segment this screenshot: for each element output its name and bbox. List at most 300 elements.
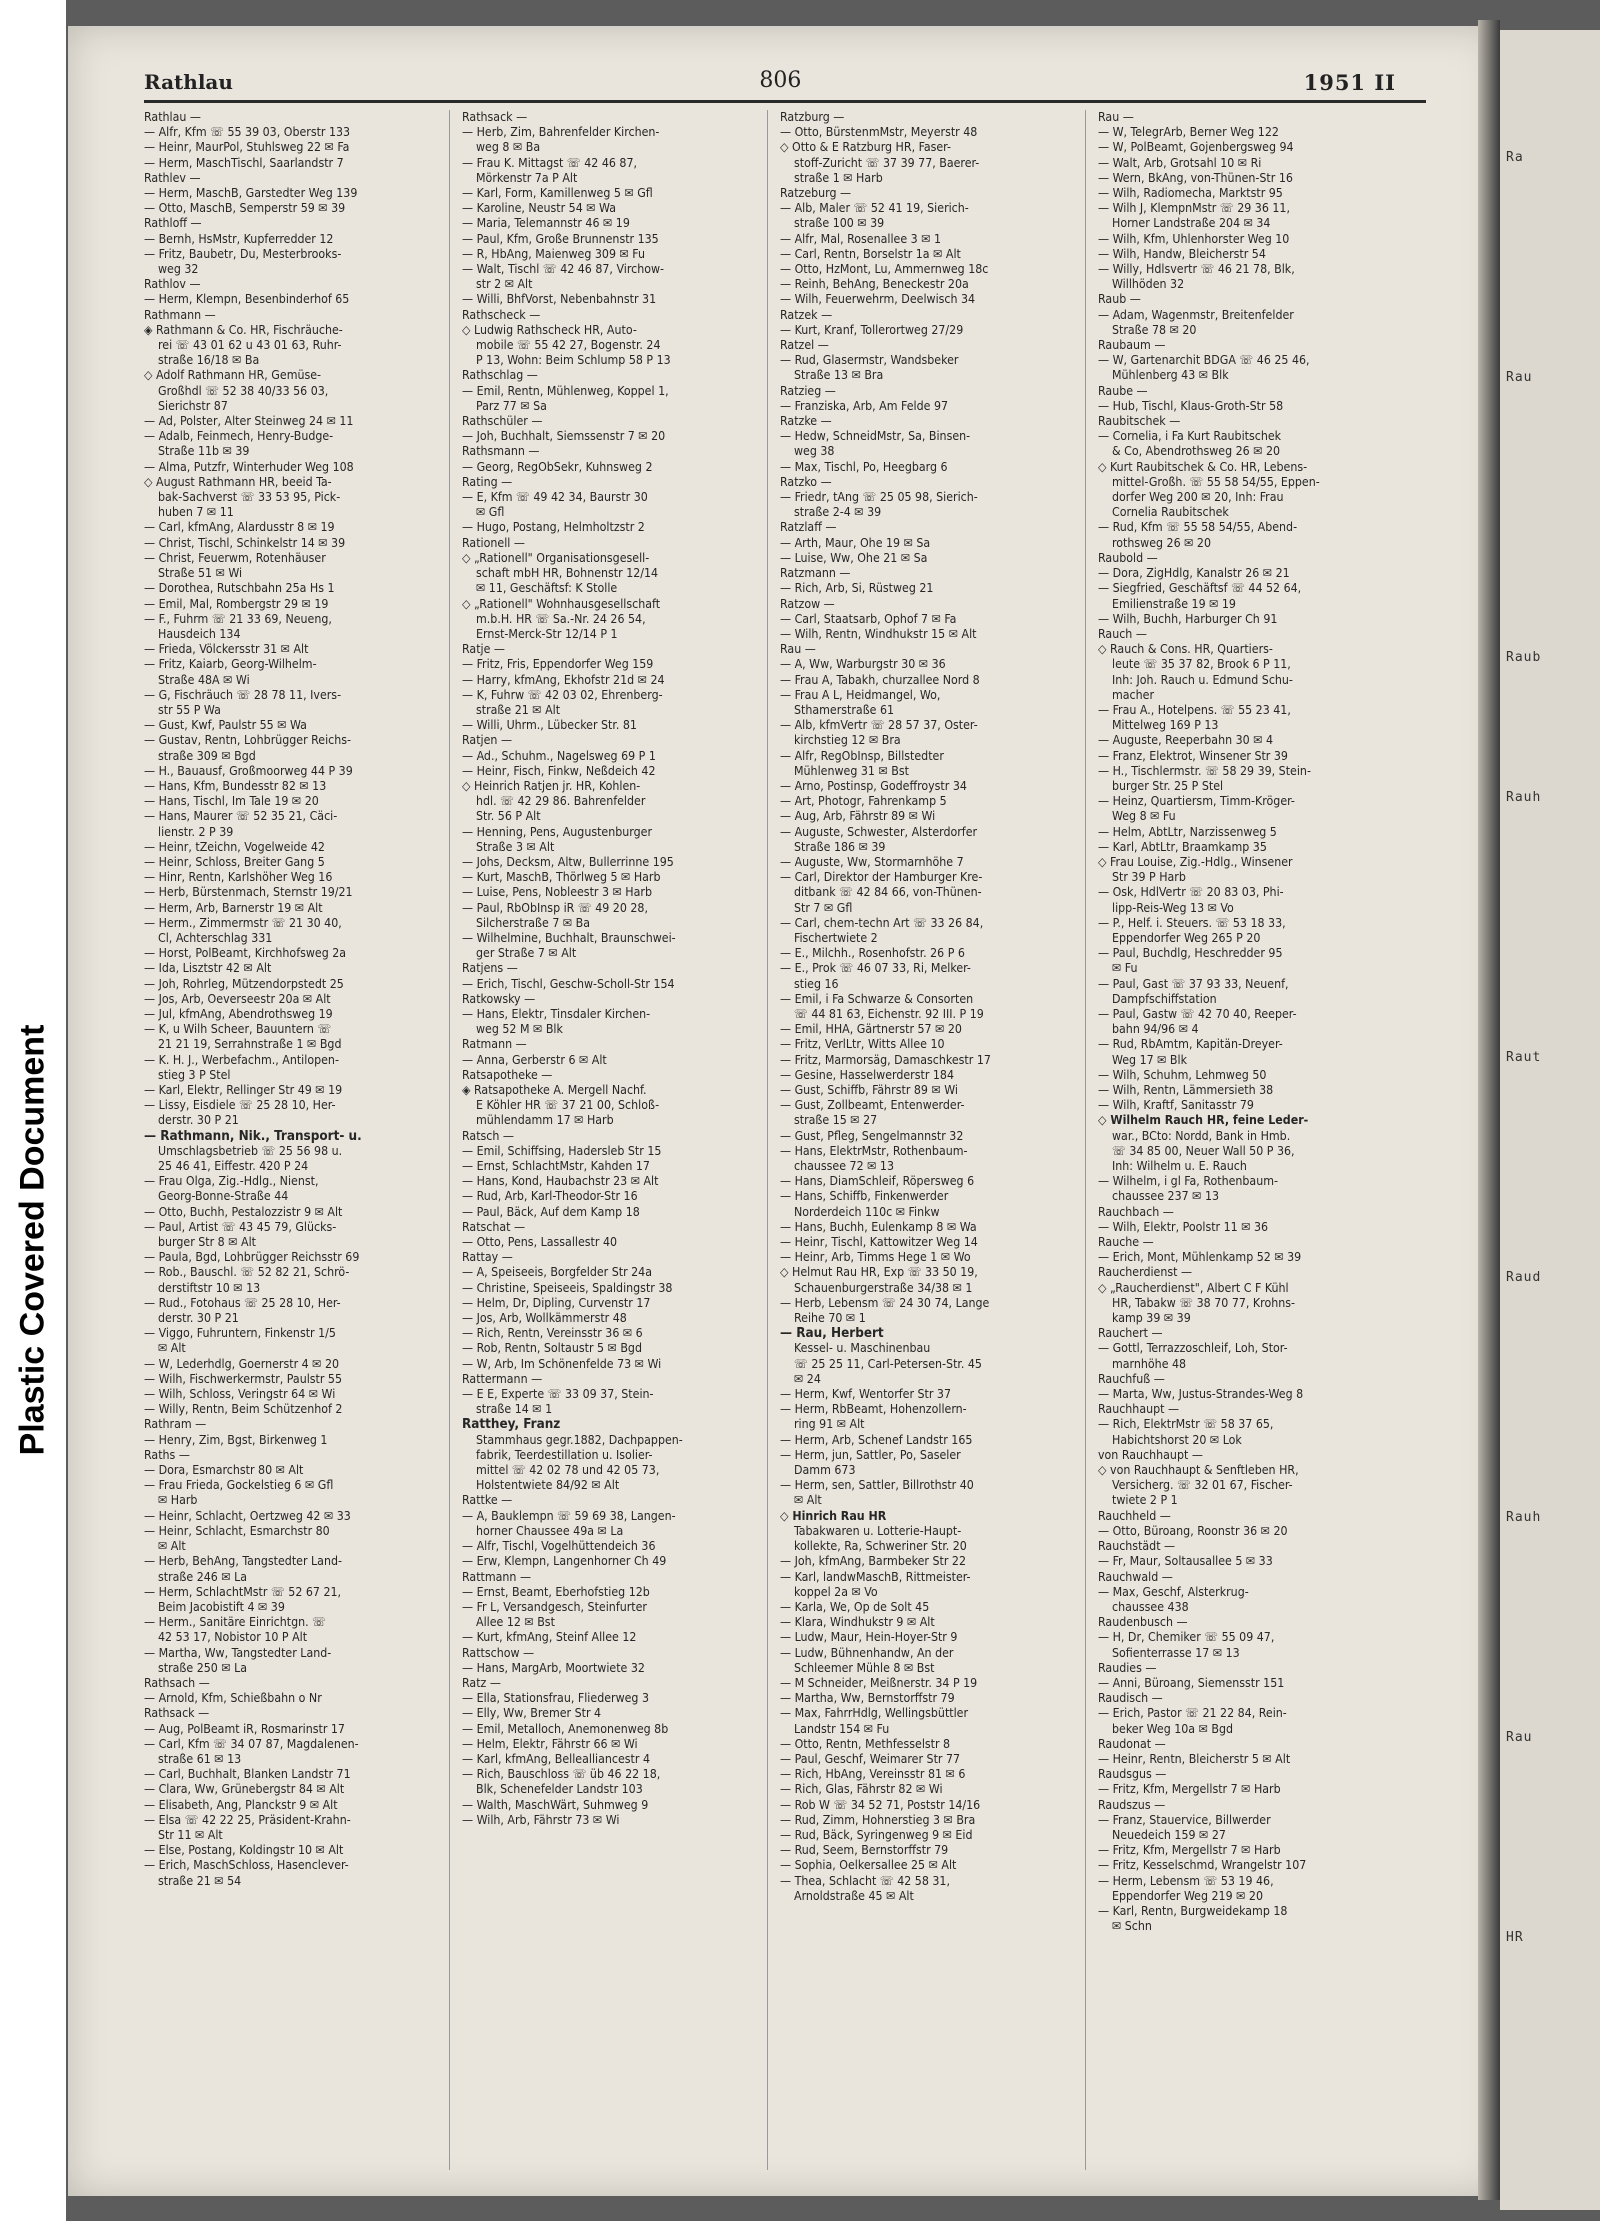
- directory-entry-line: — Gottl, Terrazzoschleif, Loh, Stor-: [1098, 1341, 1288, 1356]
- directory-entry-line: Mühlenweg 31 ✉ Bst: [794, 763, 909, 778]
- directory-entry-line: — Rud, Zimm, Hohnerstieg 3 ✉ Bra: [780, 1812, 976, 1827]
- directory-entry-line: ◇ Heinrich Ratjen jr. HR, Kohlen-: [462, 778, 641, 793]
- directory-column-1: [144, 110, 450, 2170]
- directory-entry-line: Rathloff —: [144, 216, 202, 231]
- directory-entry-line: — Paul, Gast ☏ 37 93 33, Neuenf,: [1098, 976, 1289, 991]
- directory-entry-line: — Ludw, Maur, Hein-Hoyer-Str 9: [780, 1630, 958, 1645]
- directory-entry-line: — Helm, AbtLtr, Narzissenweg 5: [1098, 824, 1277, 839]
- directory-entry-line: — Karl, Rentn, Burgweidekamp 18: [1098, 1903, 1288, 1918]
- directory-entry-line: Norderdeich 110c ✉ Finkw: [794, 1204, 940, 1219]
- directory-entry-line: — Wilh, Fischwerkermstr, Paulstr 55: [144, 1371, 343, 1386]
- directory-entry-line: ✉ Alt: [794, 1493, 822, 1508]
- directory-entry-line: Umschlagsbetrieb ☏ 25 56 98 u.: [158, 1143, 343, 1158]
- directory-entry-line: — Georg, RegObSekr, Kuhnsweg 2: [462, 459, 653, 474]
- directory-entry-line: rothsweg 26 ✉ 20: [1112, 535, 1211, 550]
- directory-entry-line: — Wilh, Buchh, Harburger Ch 91: [1098, 611, 1278, 626]
- directory-entry-line: Neuedeich 159 ✉ 27: [1112, 1827, 1226, 1842]
- directory-entry-line: Ratzeburg —: [780, 186, 852, 201]
- directory-entry-line: — Otto, Buchh, Pestalozzistr 9 ✉ Alt: [144, 1204, 343, 1219]
- directory-entry-line: — Fr L, Versandgesch, Steinfurter: [462, 1599, 647, 1614]
- directory-entry-line: Ratzel —: [780, 338, 829, 353]
- directory-entry-line: — Rob., Bauschl. ☏ 52 82 21, Schrö-: [144, 1265, 350, 1280]
- directory-entry-line: — Karla, We, Op de Solt 45: [780, 1599, 930, 1614]
- directory-column-4: [1098, 110, 1403, 2170]
- directory-entry-line: Arnoldstraße 45 ✉ Alt: [794, 1888, 914, 1903]
- directory-entry-line: Straße 13 ✉ Bra: [794, 368, 884, 383]
- directory-entry-line: Raubold —: [1098, 550, 1158, 565]
- directory-entry-line: Ratmann —: [462, 1037, 527, 1052]
- directory-entry-line: — Gust, Pfleg, Sengelmannstr 32: [780, 1128, 964, 1143]
- directory-entry-line: — W, Lederhdlg, Goernerstr 4 ✉ 20: [144, 1356, 340, 1371]
- directory-entry-line: — Frau K. Mittagst ☏ 42 46 87,: [462, 155, 637, 170]
- directory-entry-line: — A, Speiseeis, Borgfelder Str 24a: [462, 1265, 652, 1280]
- directory-entry-line: P 13, Wohn: Beim Schlump 58 P 13: [476, 353, 671, 368]
- directory-entry-line: — Rau, Herbert: [780, 1326, 884, 1342]
- directory-entry-line: Straße 51 ✉ Wi: [158, 566, 243, 581]
- directory-entry-line: — Heinr, Schloss, Breiter Gang 5: [144, 854, 325, 869]
- directory-entry-line: — Marta, Ww, Justus-Strandes-Weg 8: [1098, 1387, 1304, 1402]
- directory-entry-line: — Max, Geschf, Alsterkrug-: [1098, 1584, 1249, 1599]
- directory-entry-line: straße 61 ✉ 13: [158, 1751, 242, 1766]
- directory-entry-line: Ratzko —: [780, 474, 832, 489]
- directory-entry-line: — Osk, HdlVertr ☏ 20 83 03, Phi-: [1098, 885, 1284, 900]
- directory-entry-line: — Dora, ZigHdlg, Kanalstr 26 ✉ 21: [1098, 566, 1290, 581]
- header-catchword: Rathlau: [144, 70, 233, 94]
- directory-entry-line: Parz 77 ✉ Sa: [476, 398, 547, 413]
- directory-entry-line: Rathsack —: [462, 110, 528, 124]
- directory-entry-line: — Rud., Fotohaus ☏ 25 28 10, Her-: [144, 1295, 341, 1310]
- directory-entry-line: — Wilh, Elektr, Poolstr 11 ✉ 36: [1098, 1219, 1269, 1234]
- adjacent-page-text: Ra: [1506, 150, 1524, 165]
- directory-entry-line: str 2 ✉ Alt: [476, 277, 533, 292]
- directory-entry-line: — Wilh, Feuerwehrm, Deelwisch 34: [780, 292, 976, 307]
- directory-entry-line: — Clara, Ww, Grünebergstr 84 ✉ Alt: [144, 1782, 345, 1797]
- directory-entry-line: Rauchert —: [1098, 1326, 1163, 1341]
- directory-entry-line: Rattermann —: [462, 1371, 543, 1386]
- directory-entry-line: ✉ Schn: [1112, 1919, 1152, 1934]
- directory-entry-line: — Heinr, Fisch, Finkw, Neßdeich 42: [462, 763, 656, 778]
- directory-entry-line: — Henry, Zim, Bgst, Birkenweg 1: [144, 1432, 328, 1447]
- directory-entry-line: Holstentwiete 84/92 ✉ Alt: [476, 1478, 620, 1493]
- directory-entry-line: Rationell —: [462, 535, 525, 550]
- directory-entry-line: — A, Bauklempn ☏ 59 69 38, Langen-: [462, 1508, 676, 1523]
- directory-entry-line: Silcherstraße 7 ✉ Ba: [476, 915, 591, 930]
- directory-entry-line: — Heinr, Tischl, Kattowitzer Weg 14: [780, 1235, 978, 1250]
- directory-entry-line: — Jos, Arb, Wollkämmerstr 48: [462, 1311, 627, 1326]
- directory-entry-line: Sthamerstraße 61: [794, 702, 895, 717]
- directory-entry-line: — Wilh, Schloss, Veringstr 64 ✉ Wi: [144, 1387, 336, 1402]
- directory-entry-line: kollekte, Ra, Schweriner Str. 20: [794, 1539, 967, 1554]
- directory-entry-line: Raube —: [1098, 383, 1148, 398]
- directory-entry-line: Mühlenberg 43 ✉ Blk: [1112, 368, 1229, 383]
- directory-entry-line: — Luise, Ww, Ohe 21 ✉ Sa: [780, 550, 928, 565]
- directory-entry-line: ◇ Rauch & Cons. HR, Quartiers-: [1098, 642, 1273, 657]
- directory-entry-line: — Rich, Arb, Si, Rüstweg 21: [780, 581, 934, 596]
- directory-entry-line: — Alb, Maler ☏ 52 41 19, Sierich-: [780, 201, 969, 216]
- directory-entry-line: — Hans, Kfm, Bundesstr 82 ✉ 13: [144, 778, 327, 793]
- directory-entry-line: — Walth, MaschWärt, Suhmweg 9: [462, 1797, 649, 1812]
- directory-entry-line: — Carl, Kfm ☏ 34 07 87, Magdalenen-: [144, 1736, 359, 1751]
- directory-entry-line: — Rich, Rentn, Vereinsstr 36 ✉ 6: [462, 1326, 643, 1341]
- directory-entry-line: derstiftstr 10 ✉ 13: [158, 1280, 261, 1295]
- directory-entry-line: — Franz, Elektrot, Winsener Str 39: [1098, 748, 1288, 763]
- directory-entry-line: Raucherdienst —: [1098, 1265, 1193, 1280]
- directory-entry-line: — H., Tischlermstr. ☏ 58 29 39, Stein-: [1098, 763, 1311, 778]
- directory-entry-line: Rathlev —: [144, 170, 201, 185]
- directory-entry-line: lipp-Reis-Weg 13 ✉ Vo: [1112, 900, 1234, 915]
- adjacent-page-text: Raut: [1506, 1050, 1542, 1065]
- directory-entry-line: Str 39 P Harb: [1112, 870, 1186, 885]
- directory-entry-line: — Otto, BürstenmMstr, Meyerstr 48: [780, 125, 978, 140]
- directory-entry-line: — Carl, Staatsarb, Ophof 7 ✉ Fa: [780, 611, 957, 626]
- directory-column-2: [462, 110, 768, 2170]
- directory-entry-line: — Hans, Elektr, Tinsdaler Kirchen-: [462, 1006, 651, 1021]
- directory-entry-line: — Wilh, Rentn, Windhukstr 15 ✉ Alt: [780, 626, 977, 641]
- directory-entry-line: — Arth, Maur, Ohe 19 ✉ Sa: [780, 535, 931, 550]
- directory-entry-line: — Otto, Büroang, Roonstr 36 ✉ 20: [1098, 1523, 1288, 1538]
- side-label-text: Plastic Covered Document: [13, 1024, 52, 1456]
- directory-entry-line: hdl. ☏ 42 29 86. Bahrenfelder: [476, 794, 646, 809]
- directory-entry-line: — Frieda, Völckersstr 31 ✉ Alt: [144, 642, 309, 657]
- directory-entry-line: — Anna, Gerberstr 6 ✉ Alt: [462, 1052, 607, 1067]
- directory-entry-line: Kessel- u. Maschinenbau: [794, 1341, 931, 1356]
- directory-entry-line: Ratjens —: [462, 961, 518, 976]
- directory-entry-line: straße 21 ✉ 54: [158, 1873, 242, 1888]
- directory-entry-line: — Franz, Stauervice, Billwerder: [1098, 1812, 1271, 1827]
- directory-entry-line: — W, PolBeamt, Gojenbergsweg 94: [1098, 140, 1294, 155]
- directory-entry-line: — Carl, Direktor der Hamburger Kre-: [780, 870, 983, 885]
- directory-entry-line: Raudszus —: [1098, 1797, 1166, 1812]
- directory-entry-line: von Rauchhaupt —: [1098, 1447, 1203, 1462]
- directory-entry-line: — K, u Wilh Scheer, Bauuntern ☏: [144, 1022, 332, 1037]
- directory-entry-line: twiete 2 P 1: [1112, 1493, 1178, 1508]
- directory-entry-line: — Elsa ☏ 42 22 25, Präsident-Krahn-: [144, 1812, 351, 1827]
- directory-entry-line: straße 246 ✉ La: [158, 1569, 248, 1584]
- directory-entry-line: — Gustav, Rentn, Lohbrügger Reichs-: [144, 733, 352, 748]
- directory-entry-line: — Gesine, Hasselwerderstr 184: [780, 1067, 954, 1082]
- directory-entry-line: — Otto, Rentn, Methfesselstr 8: [780, 1736, 951, 1751]
- directory-entry-line: Raudenbusch —: [1098, 1615, 1188, 1630]
- directory-entry-line: Schauenburgerstraße 34/38 ✉ 1: [794, 1280, 973, 1295]
- directory-entry-line: — Herb, Zim, Bahrenfelder Kirchen-: [462, 125, 660, 140]
- directory-entry-line: — Herm, Kwf, Wentorfer Str 37: [780, 1387, 951, 1402]
- directory-entry-line: Rau —: [780, 642, 816, 657]
- directory-entry-line: — Thea, Schlacht ☏ 42 58 31,: [780, 1873, 950, 1888]
- directory-entry-line: Rauchwald —: [1098, 1569, 1173, 1584]
- directory-entry-line: — Rud, Glasermstr, Wandsbeker: [780, 353, 959, 368]
- directory-entry-line: — Alfr, RegObInsp, Billstedter: [780, 748, 944, 763]
- directory-entry-line: — Emil, i Fa Schwarze & Consorten: [780, 991, 974, 1006]
- directory-entry-line: — Willy, Hdlsvertr ☏ 46 21 78, Blk,: [1098, 262, 1295, 277]
- directory-entry-line: — Hugo, Postang, Helmholtzstr 2: [462, 520, 645, 535]
- directory-entry-line: — Martha, Ww, Bernstorffstr 79: [780, 1691, 955, 1706]
- directory-entry-line: derstr. 30 P 21: [158, 1113, 239, 1128]
- directory-entry-line: — Heinz, Quartiersm, Timm-Kröger-: [1098, 794, 1295, 809]
- directory-entry-line: Cl, Achterschlag 331: [158, 930, 273, 945]
- directory-entry-line: 42 53 17, Nobistor 10 P Alt: [158, 1630, 308, 1645]
- directory-entry-line: — Elly, Ww, Bremer Str 4: [462, 1706, 602, 1721]
- directory-entry-line: — K. H. J., Werbefachm., Antilopen-: [144, 1052, 339, 1067]
- directory-entry-line: ◇ Ludwig Rathscheck HR, Auto-: [462, 322, 637, 337]
- directory-entry-line: Rathlau —: [144, 110, 201, 124]
- directory-entry-line: — Rud, Bäck, Syringenweg 9 ✉ Eid: [780, 1827, 973, 1842]
- directory-entry-line: — F., Fuhrm ☏ 21 33 69, Neueng,: [144, 611, 332, 626]
- directory-entry-line: burger Str 8 ✉ Alt: [158, 1235, 256, 1250]
- directory-entry-line: — Paula, Bgd, Lohbrügger Reichsstr 69: [144, 1250, 360, 1265]
- directory-entry-line: Straße 78 ✉ 20: [1112, 322, 1197, 337]
- directory-entry-line: — Herm, SchlachtMstr ☏ 52 67 21,: [144, 1584, 342, 1599]
- directory-entry-line: Rauchfuß —: [1098, 1371, 1165, 1386]
- directory-entry-line: Landstr 154 ✉ Fu: [794, 1721, 890, 1736]
- directory-entry-line: — Ernst, Beamt, Eberhofstieg 12b: [462, 1584, 650, 1599]
- directory-entry-line: Rathsack —: [144, 1706, 210, 1721]
- directory-entry-line: — Hans, Buchh, Eulenkamp 8 ✉ Wa: [780, 1219, 977, 1234]
- directory-entry-line: Cornelia Raubitschek: [1112, 505, 1229, 520]
- directory-entry-line: — Ida, Lisztstr 42 ✉ Alt: [144, 961, 272, 976]
- directory-entry-line: — Hans, DiamSchleif, Röpersweg 6: [780, 1174, 975, 1189]
- directory-entry-line: Georg-Bonne-Straße 44: [158, 1189, 289, 1204]
- directory-entry-line: — Rich, Glas, Fährstr 82 ✉ Wi: [780, 1782, 943, 1797]
- directory-entry-line: Sofienterrasse 17 ✉ 13: [1112, 1645, 1240, 1660]
- directory-entry-line: straße 14 ✉ 1: [476, 1402, 553, 1417]
- directory-entry-line: mühlendamm 17 ✉ Harb: [476, 1113, 614, 1128]
- directory-entry-line: — Paul, Artist ☏ 43 45 79, Glücks-: [144, 1219, 337, 1234]
- directory-entry-line: — E., Prok ☏ 46 07 33, Ri, Melker-: [780, 961, 971, 976]
- directory-entry-line: — Auguste, Schwester, Alsterdorfer: [780, 824, 978, 839]
- directory-entry-line: Weg 8 ✉ Fu: [1112, 809, 1176, 824]
- side-label-strip: [0, 0, 66, 2221]
- directory-entry-line: — Erich, MaschSchloss, Hasenclever-: [144, 1858, 349, 1873]
- directory-entry-line: war., BCto: Nordd, Bank in Hmb.: [1112, 1128, 1291, 1143]
- directory-entry-line: — Paul, Buchdlg, Heschredder 95: [1098, 946, 1283, 961]
- directory-entry-line: ◇ „Rationell" Wohnhausgesellschaft: [462, 596, 661, 611]
- directory-entry-line: — E E, Experte ☏ 33 09 37, Stein-: [462, 1387, 654, 1402]
- directory-entry-line: chaussee 438: [1112, 1599, 1189, 1614]
- directory-entry-line: — Karl, Form, Kamillenweg 5 ✉ Gfl: [462, 186, 653, 201]
- directory-entry-line: Sierichstr 87: [158, 398, 228, 413]
- directory-entry-line: Ernst-Merck-Str 12/14 P 1: [476, 626, 618, 641]
- directory-entry-line: — Emil, HHA, Gärtnerstr 57 ✉ 20: [780, 1022, 962, 1037]
- directory-entry-line: — Adam, Wagenmstr, Breitenfelder: [1098, 307, 1294, 322]
- directory-entry-line: — Luise, Pens, Nobleestr 3 ✉ Harb: [462, 885, 652, 900]
- directory-entry-line: straße 309 ✉ Bgd: [158, 748, 256, 763]
- directory-entry-line: — Joh, kfmAng, Barmbeker Str 22: [780, 1554, 966, 1569]
- directory-entry-line: — P., Helf. i. Steuers. ☏ 53 18 33,: [1098, 915, 1286, 930]
- directory-entry-line: Versicherg. ☏ 32 01 67, Fischer-: [1112, 1478, 1293, 1493]
- directory-entry-line: Raudies —: [1098, 1660, 1157, 1675]
- directory-entry-line: — Erich, Pastor ☏ 21 22 84, Rein-: [1098, 1706, 1287, 1721]
- directory-entry-line: — Paul, Gastw ☏ 42 70 40, Reeper-: [1098, 1006, 1297, 1021]
- directory-entry-line: Weg 17 ✉ Blk: [1112, 1052, 1188, 1067]
- directory-entry-line: — Rathmann, Nik., Transport- u.: [144, 1128, 362, 1144]
- directory-entry-line: chaussee 237 ✉ 13: [1112, 1189, 1220, 1204]
- directory-entry-line: — Hedw, SchneidMstr, Sa, Binsen-: [780, 429, 971, 444]
- directory-entry-line: straße 15 ✉ 27: [794, 1113, 878, 1128]
- directory-entry-line: ✉ Fu: [1112, 961, 1138, 976]
- directory-entry-line: Damm 673: [794, 1463, 856, 1478]
- directory-entry-line: Str 7 ✉ Gfl: [794, 900, 853, 915]
- directory-entry-line: — Heinr, Arb, Timms Hege 1 ✉ Wo: [780, 1250, 971, 1265]
- directory-entry-line: beker Weg 10a ✉ Bgd: [1112, 1721, 1234, 1736]
- directory-entry-line: — Fritz, Kesselschmd, Wrangelstr 107: [1098, 1858, 1307, 1873]
- directory-entry-line: Ratzek —: [780, 307, 833, 322]
- directory-entry-line: ◇ Helmut Rau HR, Exp ☏ 33 50 19,: [780, 1265, 978, 1280]
- directory-entry-line: ◇ Hinrich Rau HR: [780, 1508, 887, 1523]
- directory-entry-line: Rauch —: [1098, 626, 1147, 641]
- directory-entry-line: — Fritz, Fris, Eppendorfer Weg 159: [462, 657, 654, 672]
- directory-entry-line: — Frau A., Hotelpens. ☏ 55 23 41,: [1098, 702, 1291, 717]
- directory-entry-line: — W, Gartenarchit BDGA ☏ 46 25 46,: [1098, 353, 1310, 368]
- directory-entry-line: kamp 39 ✉ 39: [1112, 1311, 1191, 1326]
- directory-entry-line: — Paul, Bäck, Auf dem Kamp 18: [462, 1204, 640, 1219]
- directory-entry-line: Rauchstädt —: [1098, 1539, 1176, 1554]
- directory-entry-line: — Auguste, Reeperbahn 30 ✉ 4: [1098, 733, 1274, 748]
- directory-entry-line: Ratzieg —: [780, 383, 836, 398]
- directory-entry-line: — Christ, Tischl, Schinkelstr 14 ✉ 39: [144, 535, 346, 550]
- directory-entry-line: Rathscheck —: [462, 307, 541, 322]
- directory-entry-line: — Wilh, Handw, Bleicherstr 54: [1098, 246, 1266, 261]
- adjacent-page-fragment: [1500, 30, 1600, 2210]
- directory-entry-line: straße 100 ✉ 39: [794, 216, 885, 231]
- directory-entry-line: — Hans, Maurer ☏ 52 35 21, Cäci-: [144, 809, 338, 824]
- directory-entry-line: Raudonat —: [1098, 1736, 1166, 1751]
- directory-entry-line: — Herm, jun, Sattler, Po, Saseler: [780, 1447, 961, 1462]
- directory-entry-line: — Rud, RbAmtm, Kapitän-Dreyer-: [1098, 1037, 1283, 1052]
- directory-entry-line: — Herb, BehAng, Tangstedter Land-: [144, 1554, 342, 1569]
- directory-entry-line: Rathsach —: [144, 1675, 210, 1690]
- directory-entry-line: — Heinr, MaurPol, Stuhlsweg 22 ✉ Fa: [144, 140, 350, 155]
- directory-entry-line: — Herm., Zimmermstr ☏ 21 30 40,: [144, 915, 342, 930]
- directory-entry-line: mittel ☏ 42 02 78 und 42 05 73,: [476, 1463, 660, 1478]
- directory-entry-line: Ratjen —: [462, 733, 513, 748]
- directory-entry-line: — Carl, kfmAng, Alardusstr 8 ✉ 19: [144, 520, 335, 535]
- directory-entry-line: macher: [1112, 687, 1155, 702]
- directory-entry-line: stieg 3 P Stel: [158, 1067, 231, 1082]
- directory-entry-line: Raudisch —: [1098, 1691, 1163, 1706]
- directory-entry-line: — Martha, Ww, Tangstedter Land-: [144, 1645, 332, 1660]
- directory-entry-line: — Paul, Geschf, Weimarer Str 77: [780, 1751, 961, 1766]
- directory-entry-line: — Jul, kfmAng, Abendrothsweg 19: [144, 1006, 333, 1021]
- directory-entry-line: ◇ August Rathmann HR, beeid Ta-: [144, 474, 332, 489]
- directory-entry-line: — Wilh, Radiomecha, Marktstr 95: [1098, 186, 1283, 201]
- directory-entry-line: — Heinr, Schlacht, Esmarchstr 80: [144, 1523, 330, 1538]
- directory-entry-line: marnhöhe 48: [1112, 1356, 1187, 1371]
- directory-entry-line: — Herm, MaschTischl, Saarlandstr 7: [144, 155, 344, 170]
- directory-entry-line: ✉ Alt: [158, 1539, 186, 1554]
- directory-entry-line: — Frau A, Tabakh, churzallee Nord 8: [780, 672, 980, 687]
- directory-entry-line: Ratsch —: [462, 1128, 514, 1143]
- directory-entry-line: ✉ 11, Geschäftsf: K Stolle: [476, 581, 618, 596]
- directory-entry-line: — Karl, landwMaschB, Rittmeister-: [780, 1569, 971, 1584]
- directory-entry-line: — Carl, Rentn, Borselstr 1a ✉ Alt: [780, 246, 961, 261]
- directory-entry-line: — Franziska, Arb, Am Felde 97: [780, 398, 949, 413]
- directory-entry-line: — Dora, Esmarchstr 80 ✉ Alt: [144, 1463, 304, 1478]
- directory-entry-line: — H, Dr, Chemiker ☏ 55 09 47,: [1098, 1630, 1275, 1645]
- directory-entry-line: — Rich, HbAng, Vereinsstr 81 ✉ 6: [780, 1767, 966, 1782]
- directory-entry-line: — Rich, Bauschloss ☏ üb 46 22 18,: [462, 1767, 661, 1782]
- directory-entry-line: ☏ 34 85 00, Neuer Wall 50 P 36,: [1112, 1143, 1295, 1158]
- directory-entry-line: — Carl, chem-techn Art ☏ 33 26 84,: [780, 915, 984, 930]
- directory-entry-line: weg 8 ✉ Ba: [476, 140, 541, 155]
- directory-entry-line: — Frau Olga, Zig.-Hdlg., Nienst,: [144, 1174, 319, 1189]
- directory-entry-line: — Herm, sen, Sattler, Billrothstr 40: [780, 1478, 974, 1493]
- directory-entry-line: — Sophia, Oelkersallee 25 ✉ Alt: [780, 1858, 957, 1873]
- directory-entry-line: — Alfr, Tischl, Vogelhüttendeich 36: [462, 1539, 656, 1554]
- directory-entry-line: — Wilh, Arb, Fährstr 73 ✉ Wi: [462, 1812, 620, 1827]
- directory-entry-line: — Helm, Elektr, Fährstr 66 ✉ Wi: [462, 1736, 638, 1751]
- directory-entry-line: — Christine, Speiseeis, Spaldingstr 38: [462, 1280, 673, 1295]
- directory-entry-line: Straße 3 ✉ Alt: [476, 839, 555, 854]
- directory-entry-line: Ratschat —: [462, 1219, 526, 1234]
- book-binding-edge: [1478, 20, 1500, 2200]
- directory-entry-line: Emilienstraße 19 ✉ 19: [1112, 596, 1236, 611]
- directory-entry-line: Willhöden 32: [1112, 277, 1185, 292]
- directory-entry-line: — Hub, Tischl, Klaus-Groth-Str 58: [1098, 398, 1284, 413]
- directory-entry-line: — Fritz, Marmorsäg, Damaschkestr 17: [780, 1052, 991, 1067]
- directory-entry-line: mittel-Großh. ☏ 55 58 54/55, Eppen-: [1112, 474, 1320, 489]
- directory-entry-line: — Herm., Sanitäre Einrichtgn. ☏: [144, 1615, 326, 1630]
- directory-entry-line: — Emil, Mal, Rombergstr 29 ✉ 19: [144, 596, 329, 611]
- directory-entry-line: — H., Bauausf, Großmoorweg 44 P 39: [144, 763, 353, 778]
- directory-entry-line: koppel 2a ✉ Vo: [794, 1584, 878, 1599]
- directory-entry-line: ☏ 44 81 63, Eichenstr. 92 III. P 19: [794, 1006, 984, 1021]
- directory-entry-line: — Emil, Rentn, Mühlenweg, Koppel 1,: [462, 383, 669, 398]
- directory-entry-line: — Hinr, Rentn, Karlshöher Weg 16: [144, 870, 333, 885]
- directory-entry-line: ◇ Wilhelm Rauch HR, feine Leder-: [1098, 1113, 1309, 1128]
- directory-entry-line: — Ad., Schuhm., Nagelsweg 69 P 1: [462, 748, 656, 763]
- directory-entry-line: — Rud, Kfm ☏ 55 58 54/55, Abend-: [1098, 520, 1298, 535]
- directory-entry-line: — Anni, Büroang, Siemensstr 151: [1098, 1675, 1285, 1690]
- directory-entry-line: — Ludw, Bühnenhandw, An der: [780, 1645, 954, 1660]
- directory-entry-line: Mittelweg 169 P 13: [1112, 718, 1219, 733]
- directory-entry-line: stieg 16: [794, 976, 839, 991]
- directory-entry-line: ger Straße 7 ✉ Alt: [476, 946, 577, 961]
- directory-entry-line: — Rob W ☏ 34 52 71, Poststr 14/16: [780, 1797, 981, 1812]
- directory-entry-line: — Hans, Kond, Haubachstr 23 ✉ Alt: [462, 1174, 659, 1189]
- directory-entry-line: — Friedr, tAng ☏ 25 05 98, Sierich-: [780, 490, 978, 505]
- directory-entry-line: — Ad, Polster, Alter Steinweg 24 ✉ 11: [144, 414, 354, 429]
- directory-entry-line: — Karl, AbtLtr, Braamkamp 35: [1098, 839, 1267, 854]
- directory-entry-line: — Fritz, Kfm, Mergellstr 7 ✉ Harb: [1098, 1782, 1281, 1797]
- directory-entry-line: — Jos, Arb, Oeverseestr 20a ✉ Alt: [144, 991, 331, 1006]
- directory-entry-line: — Fritz, Kfm, Mergellstr 7 ✉ Harb: [1098, 1843, 1281, 1858]
- directory-entry-line: mobile ☏ 55 42 27, Bogenstr. 24: [476, 338, 661, 353]
- directory-entry-line: Ratsapotheke —: [462, 1067, 553, 1082]
- directory-entry-line: ◇ Adolf Rathmann HR, Gemüse-: [144, 368, 322, 383]
- directory-entry-line: burger Str. 25 P Stel: [1112, 778, 1224, 793]
- directory-entry-line: weg 38: [794, 444, 835, 459]
- directory-entry-line: — Erich, Mont, Mühlenkamp 52 ✉ 39: [1098, 1250, 1302, 1265]
- directory-entry-line: Straße 11b ✉ 39: [158, 444, 250, 459]
- directory-entry-line: — Frau A L, Heidmangel, Wo,: [780, 687, 941, 702]
- directory-columns: [144, 110, 1434, 2170]
- directory-entry-line: — Max, Tischl, Po, Heegbarg 6: [780, 459, 948, 474]
- directory-entry-line: — Carl, Buchhalt, Blanken Landstr 71: [144, 1767, 351, 1782]
- directory-entry-line: — Alfr, Mal, Rosenallee 3 ✉ 1: [780, 231, 942, 246]
- directory-entry-line: Rathsmann —: [462, 444, 540, 459]
- directory-entry-line: — Maria, Telemannstr 46 ✉ 19: [462, 216, 630, 231]
- directory-entry-line: Raub —: [1098, 292, 1141, 307]
- directory-entry-line: — Joh, Rohrleg, Mützendorpstedt 25: [144, 976, 344, 991]
- directory-entry-line: lienstr. 2 P 39: [158, 824, 234, 839]
- adjacent-page-text: Raub: [1506, 650, 1542, 665]
- directory-entry-line: ◇ „Rationell" Organisationsgesell-: [462, 550, 650, 565]
- directory-entry-line: Rathram —: [144, 1417, 207, 1432]
- directory-entry-line: str 55 P Wa: [158, 702, 221, 717]
- directory-entry-line: — Bernh, HsMstr, Kupferredder 12: [144, 231, 334, 246]
- directory-entry-line: — Herm, Klempn, Besenbinderhof 65: [144, 292, 350, 307]
- directory-entry-line: — Emil, Metalloch, Anemonenweg 8b: [462, 1721, 669, 1736]
